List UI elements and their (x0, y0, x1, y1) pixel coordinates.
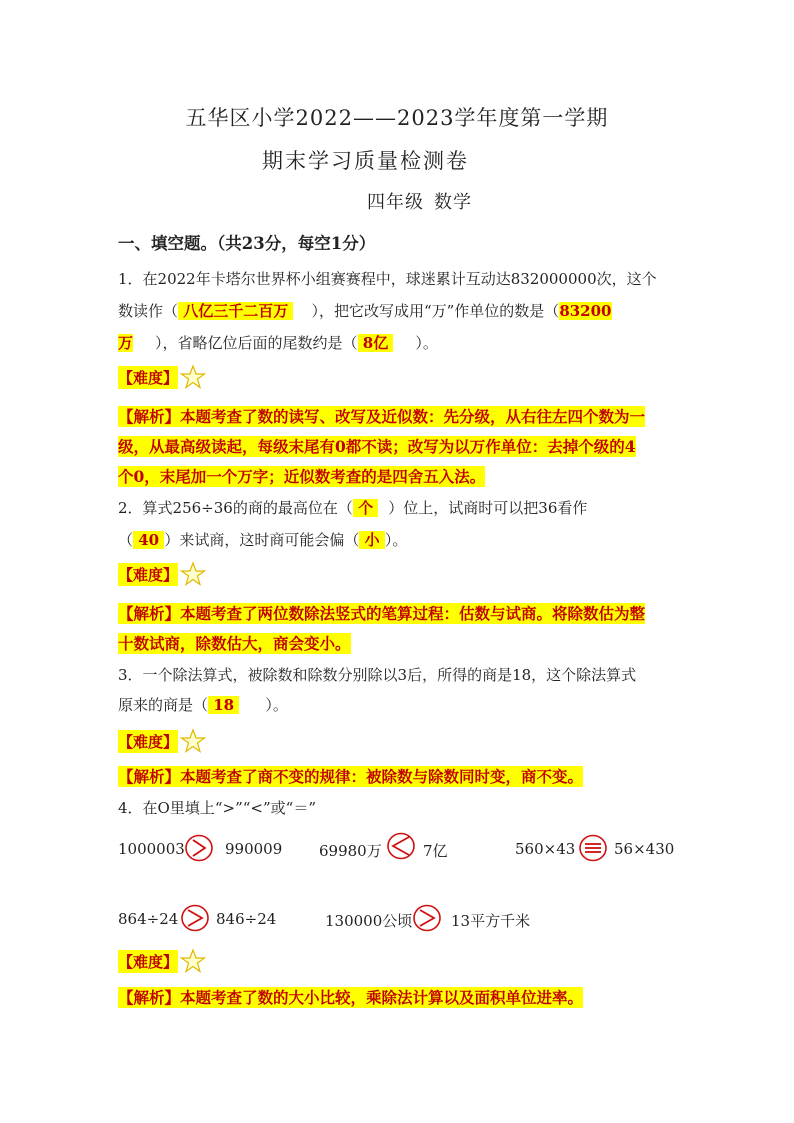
circle-sign-icon (578, 833, 608, 863)
q2-line-1: 2．算式256÷36的商的最高位在（ 个 ）位上，试商时可以把36看作 (118, 499, 588, 517)
q2-answer-1: 个 (352, 499, 379, 517)
section-heading: 一、填空题。（共23分，每空1分） (118, 234, 376, 253)
q2-analysis-2: 十数试商，除数估大，商会变小。 (118, 634, 351, 653)
star-icon (180, 364, 206, 390)
q3-difficulty: 【难度】 (118, 728, 206, 754)
star-icon (180, 561, 206, 587)
q2-answer-2: 40 (133, 531, 165, 549)
q4-prompt: 4．在O里填上“>”“<”或“＝” (118, 799, 316, 817)
circle-sign-icon (184, 833, 214, 863)
q4-item-1-right: 990009 (225, 840, 283, 858)
q4-item-5-left: 130000公顷 (325, 912, 413, 930)
q1-analysis-3: 个0，末尾加一个万字；近似数考查的是四舍五入法。 (118, 467, 486, 486)
q1-answer-1: 八亿三千二百万 (178, 302, 294, 320)
q4-item-2-right: 7亿 (423, 842, 448, 860)
q4-difficulty: 【难度】 (118, 948, 206, 974)
q1-analysis-2: 级，从最高级读起，每级末尾有0都不读；改写为以万作单位：去掉个级的4 (118, 437, 636, 456)
q1-answer-2a: 83200 (559, 302, 612, 320)
q4-item-4-left: 864÷24 (118, 910, 179, 928)
q2-line-2: （ 40 ）来试商，这时商可能会偏（ 小 ）。 (118, 531, 408, 549)
q1-line-2: 数读作（ 八亿三千二百万 ），把它改写成用“万”作单位的数是（83200 (118, 302, 612, 320)
q4-item-3-right: 56×430 (614, 840, 675, 858)
q1-answer-3: 8亿 (357, 334, 394, 352)
q4-analysis-1: 【解析】本题考查了数的大小比较，乘除法计算以及面积单位进率。 (118, 988, 584, 1007)
q4-item-3-left: 560×43 (515, 840, 576, 858)
q1-difficulty: 【难度】 (118, 364, 206, 390)
circle-sign-icon (412, 903, 442, 933)
q4-item-1-left: 1000003 (118, 840, 185, 858)
grade-label: 四年级 (367, 192, 424, 213)
subject-label: 数学 (434, 192, 472, 213)
q2-analysis-1: 【解析】本题考查了两位数除法竖式的笔算过程：估数与试商。将除数估为整 (118, 604, 646, 623)
star-icon (180, 948, 206, 974)
exam-title: 五华区小学2022——2023学年度第一学期 (185, 106, 609, 130)
circle-sign-icon (180, 903, 210, 933)
circle-sign-icon (386, 831, 416, 861)
q3-line-2: 原来的商是（ 18 ）。 (118, 696, 288, 714)
q1-answer-2b: 万 (118, 334, 134, 352)
q1-line-1: 1．在2022年卡塔尔世界杯小组赛赛程中，球迷累计互动达832000000次，这个 (118, 270, 657, 288)
q3-analysis-1: 【解析】本题考查了商不变的规律：被除数与除数同时变，商不变。 (118, 767, 584, 786)
q3-line-1: 3．一个除法算式，被除数和除数分别除以3后，所得的商是18，这个除法算式 (118, 666, 637, 684)
q4-item-5-right: 13平方千米 (451, 912, 531, 930)
q4-item-2-left: 69980万 (319, 842, 382, 860)
q2-difficulty: 【难度】 (118, 561, 206, 587)
q1-analysis-1: 【解析】本题考查了数的读写、改写及近似数：先分级，从右往左四个数为一 (118, 407, 646, 426)
q2-answer-3: 小 (359, 531, 385, 549)
q3-answer-1: 18 (208, 696, 240, 714)
star-icon (180, 728, 206, 754)
q4-item-4-right: 846÷24 (216, 910, 277, 928)
grade-subject (367, 188, 472, 214)
q1-line-3: 万 ），省略亿位后面的尾数约是（ 8亿 ）。 (118, 334, 438, 352)
exam-subtitle: 期末学习质量检测卷 (262, 149, 469, 173)
